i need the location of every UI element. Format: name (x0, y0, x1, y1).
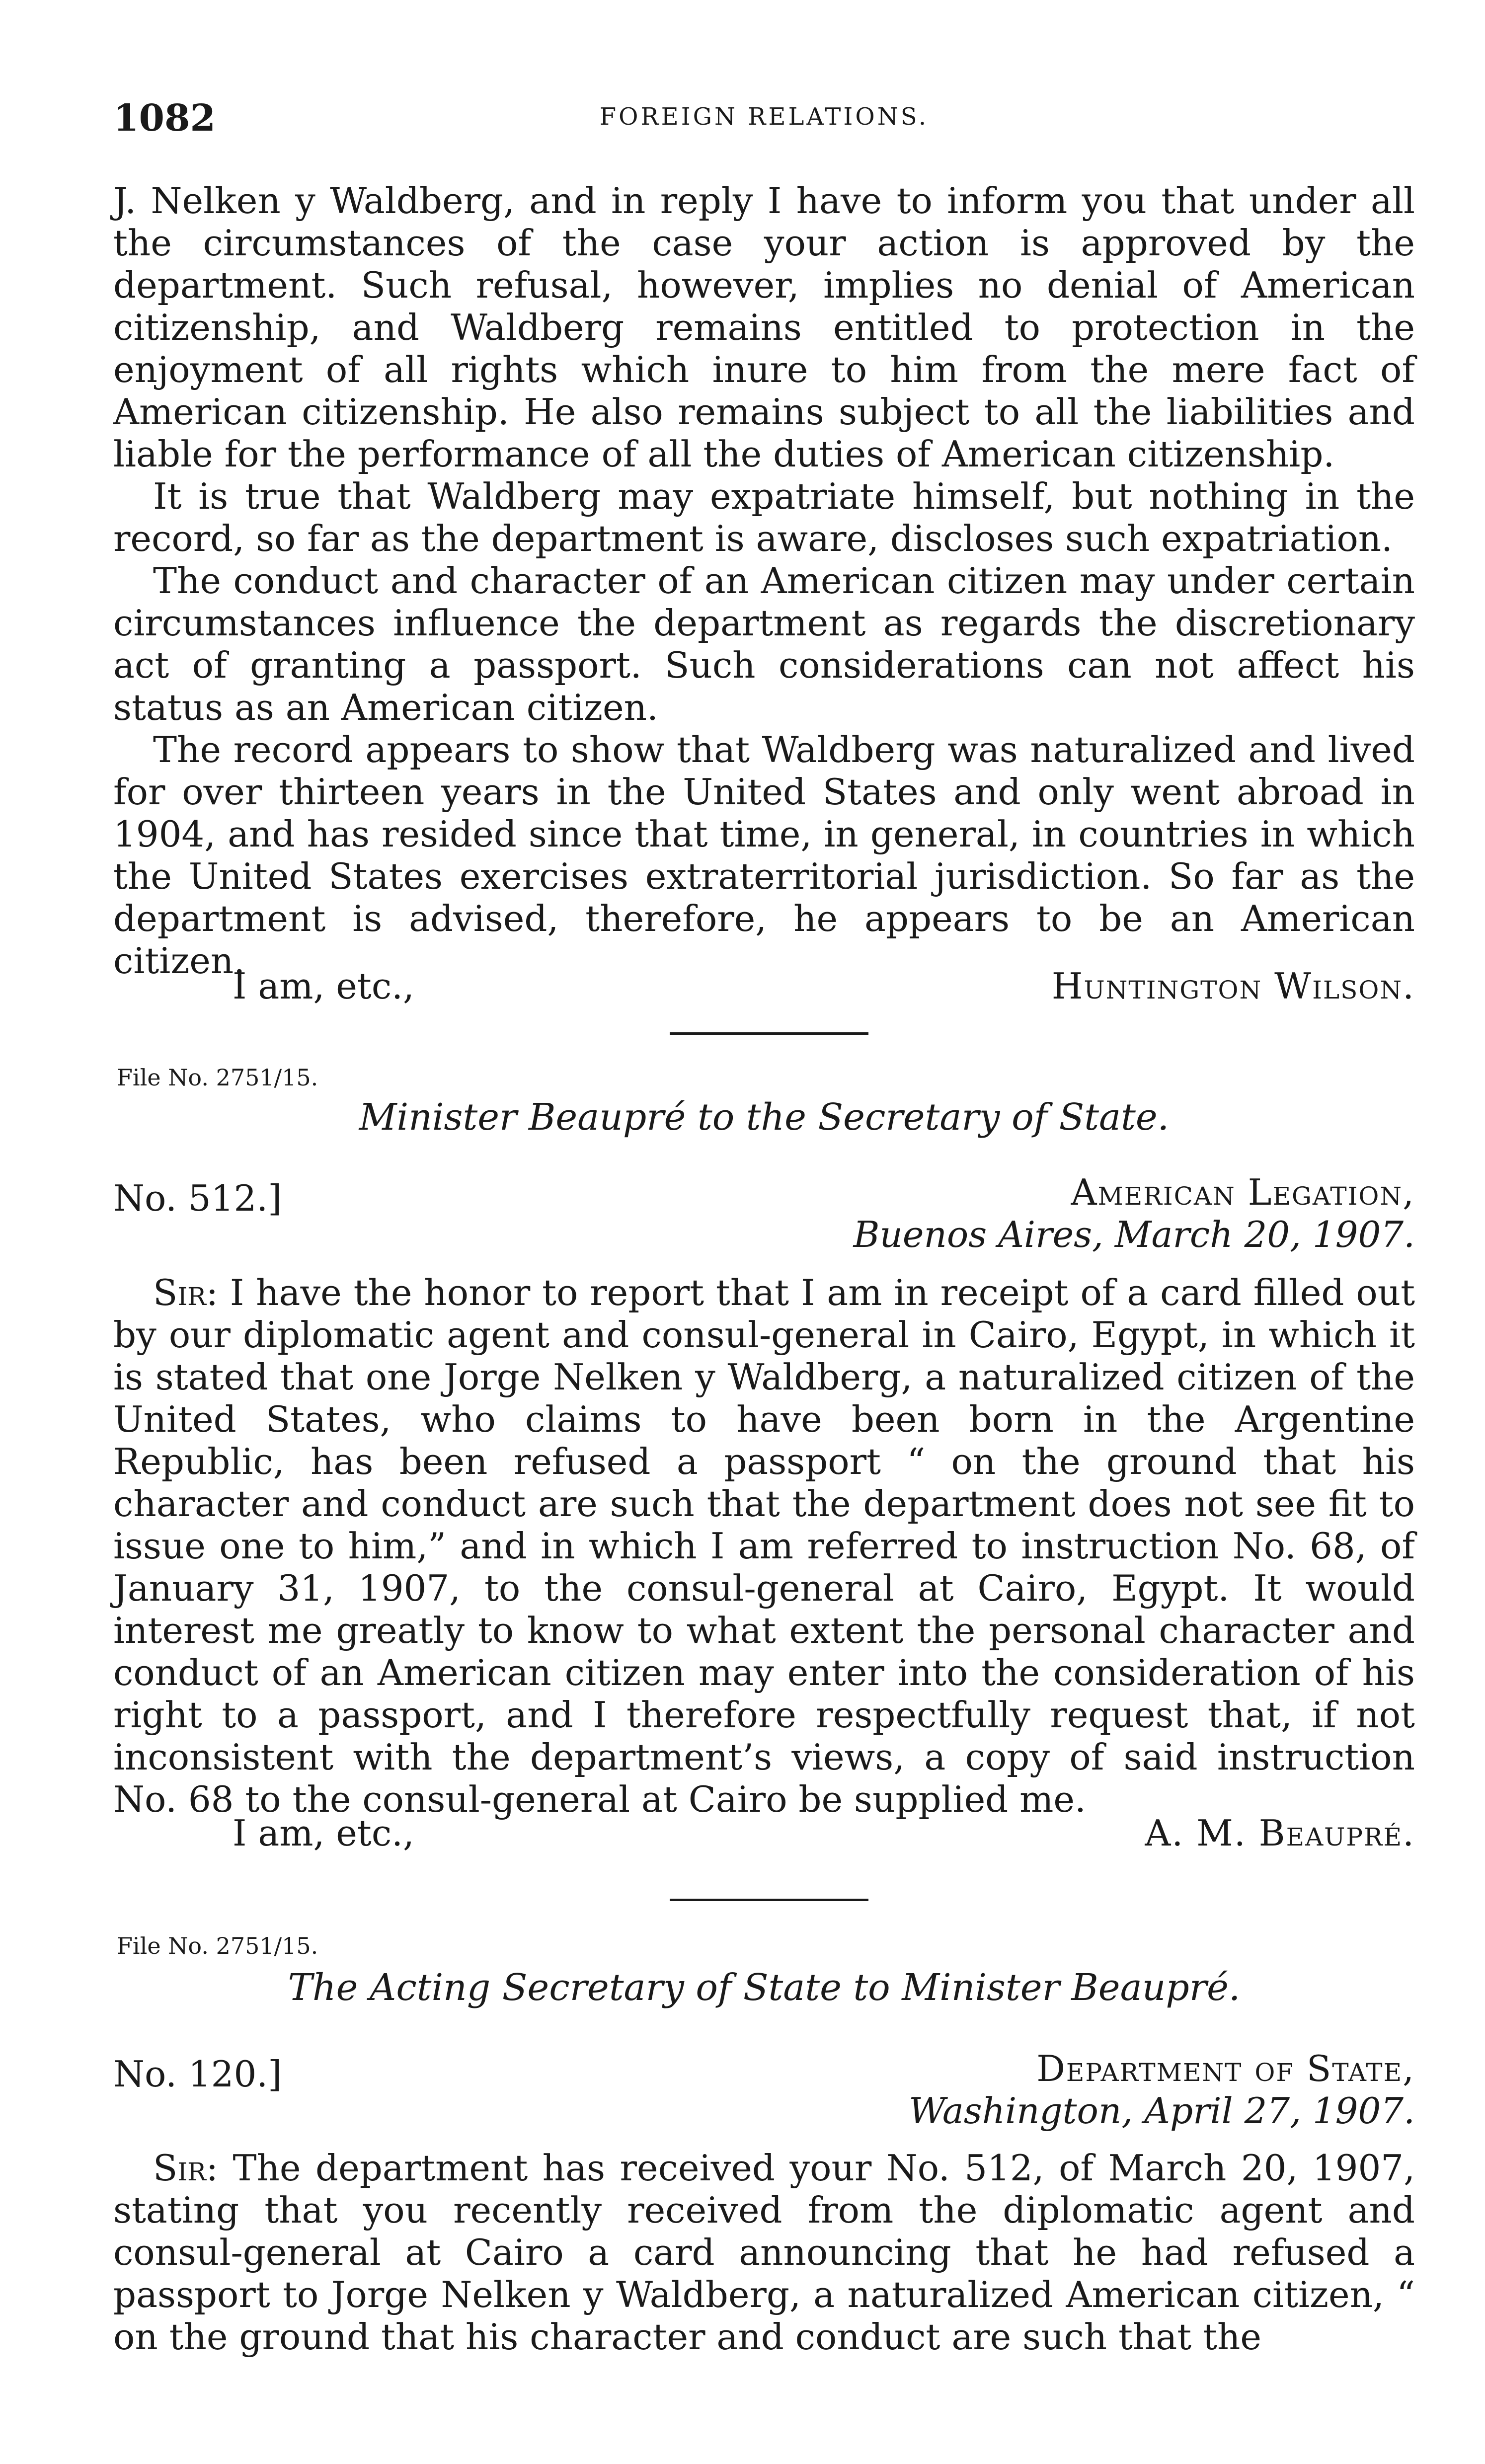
dateline (909, 2048, 1415, 2132)
dispatch-number: No. 512.] (113, 1177, 282, 1219)
closing-text: I am, etc., (233, 965, 414, 1007)
paragraph: Sir: I have the honor to report that I am in receipt of a card filled out by our diplomatic agent and consul-general in Cairo, Egypt, in which it is stated that one Jorge Nelken y Waldberg, a naturalized citizen of the United States, who claims to have been born in the Argentine Republic, has been refused a passport “ on the ground that his character and conduct are such that the department does not see fit to issue one to him,” and in which I am referred to instruction No. 68, of January 31, 1907, to the consul-general at Cairo, Egypt. It would interest me greatly to know to what extent the personal character and conduct of an American citizen may enter into the consideration of his right to a passport, and I therefore respectfully request that, if not inconsistent with the department’s views, a copy of said instruction No. 68 to the consul-general at Cairo be supplied me. (113, 1272, 1415, 1820)
section-divider (670, 1899, 868, 1901)
letter-2-closing (113, 1812, 1415, 1854)
letter-heading: Minister Beaupré to the Secretary of State. (359, 1096, 1170, 1139)
dateline (854, 1171, 1415, 1256)
place-and-date: Washington, April 27, 1907. (909, 2090, 1415, 2132)
running-title: FOREIGN RELATIONS. (599, 103, 929, 131)
salutation: Sir: (153, 2147, 218, 2189)
page-number: 1082 (113, 97, 216, 140)
paragraph: It is true that Waldberg may expatriate himself, but nothing in the record, so far as the department is aware, discloses such expatriation. (113, 475, 1415, 559)
letter-1-body (113, 180, 1415, 982)
paragraph: The conduct and character of an American citizen may under certain circumstances influence the department as regards the discretionary act of granting a passport. Such considerations can not affect his status as an American citizen. (113, 560, 1415, 728)
salutation: Sir: (153, 1272, 218, 1313)
signature: A. M. Beaupré. (1145, 1812, 1415, 1854)
letter-2-body (113, 1272, 1415, 1821)
file-number: File No. 2751/15. (117, 1064, 318, 1091)
letter-3-body (113, 2147, 1415, 2358)
signature: Huntington Wilson. (1051, 965, 1415, 1007)
section-divider (670, 1032, 868, 1035)
letter-1-closing (113, 965, 1415, 1007)
letter-heading: The Acting Secretary of State to Minister Beaupré. (288, 1966, 1241, 2009)
paragraph: The record appears to show that Waldberg was naturalized and lived for over thirteen years in the United States and only went abroad in 1904, and has resided since that time, in general, in countries in which the United States exercises extraterritorial jurisdiction. So far as the department is advised, therefore, he appears to be an American citizen. (113, 729, 1415, 982)
closing-text: I am, etc., (233, 1812, 414, 1854)
dispatch-number: No. 120.] (113, 2053, 282, 2095)
paragraph: Sir: The department has received your No. 512, of March 20, 1907, stating that you recently received from the diplomatic agent and consul-general at Cairo a card announcing that he had refused a passport to Jorge Nelken y Waldberg, a naturalized American citizen, “ on the ground that his character and conduct are such that the (113, 2147, 1415, 2358)
paragraph: J. Nelken y Waldberg, and in reply I have to inform you that under all the circumstances of the case your action is approved by the department. Such refusal, however, implies no denial of American citizenship, and Waldberg remains entitled to protection in the enjoyment of all rights which inure to him from the mere fact of American citizenship. He also remains subject to all the liabilities and liable for the performance of all the duties of American citizenship. (113, 180, 1415, 475)
sender-organization: American Legation, (1071, 1171, 1415, 1213)
sender-organization: Department of State, (1036, 2048, 1415, 2089)
file-number: File No. 2751/15. (117, 1932, 318, 1959)
place-and-date: Buenos Aires, March 20, 1907. (853, 1214, 1415, 1255)
running-header (113, 97, 1415, 142)
